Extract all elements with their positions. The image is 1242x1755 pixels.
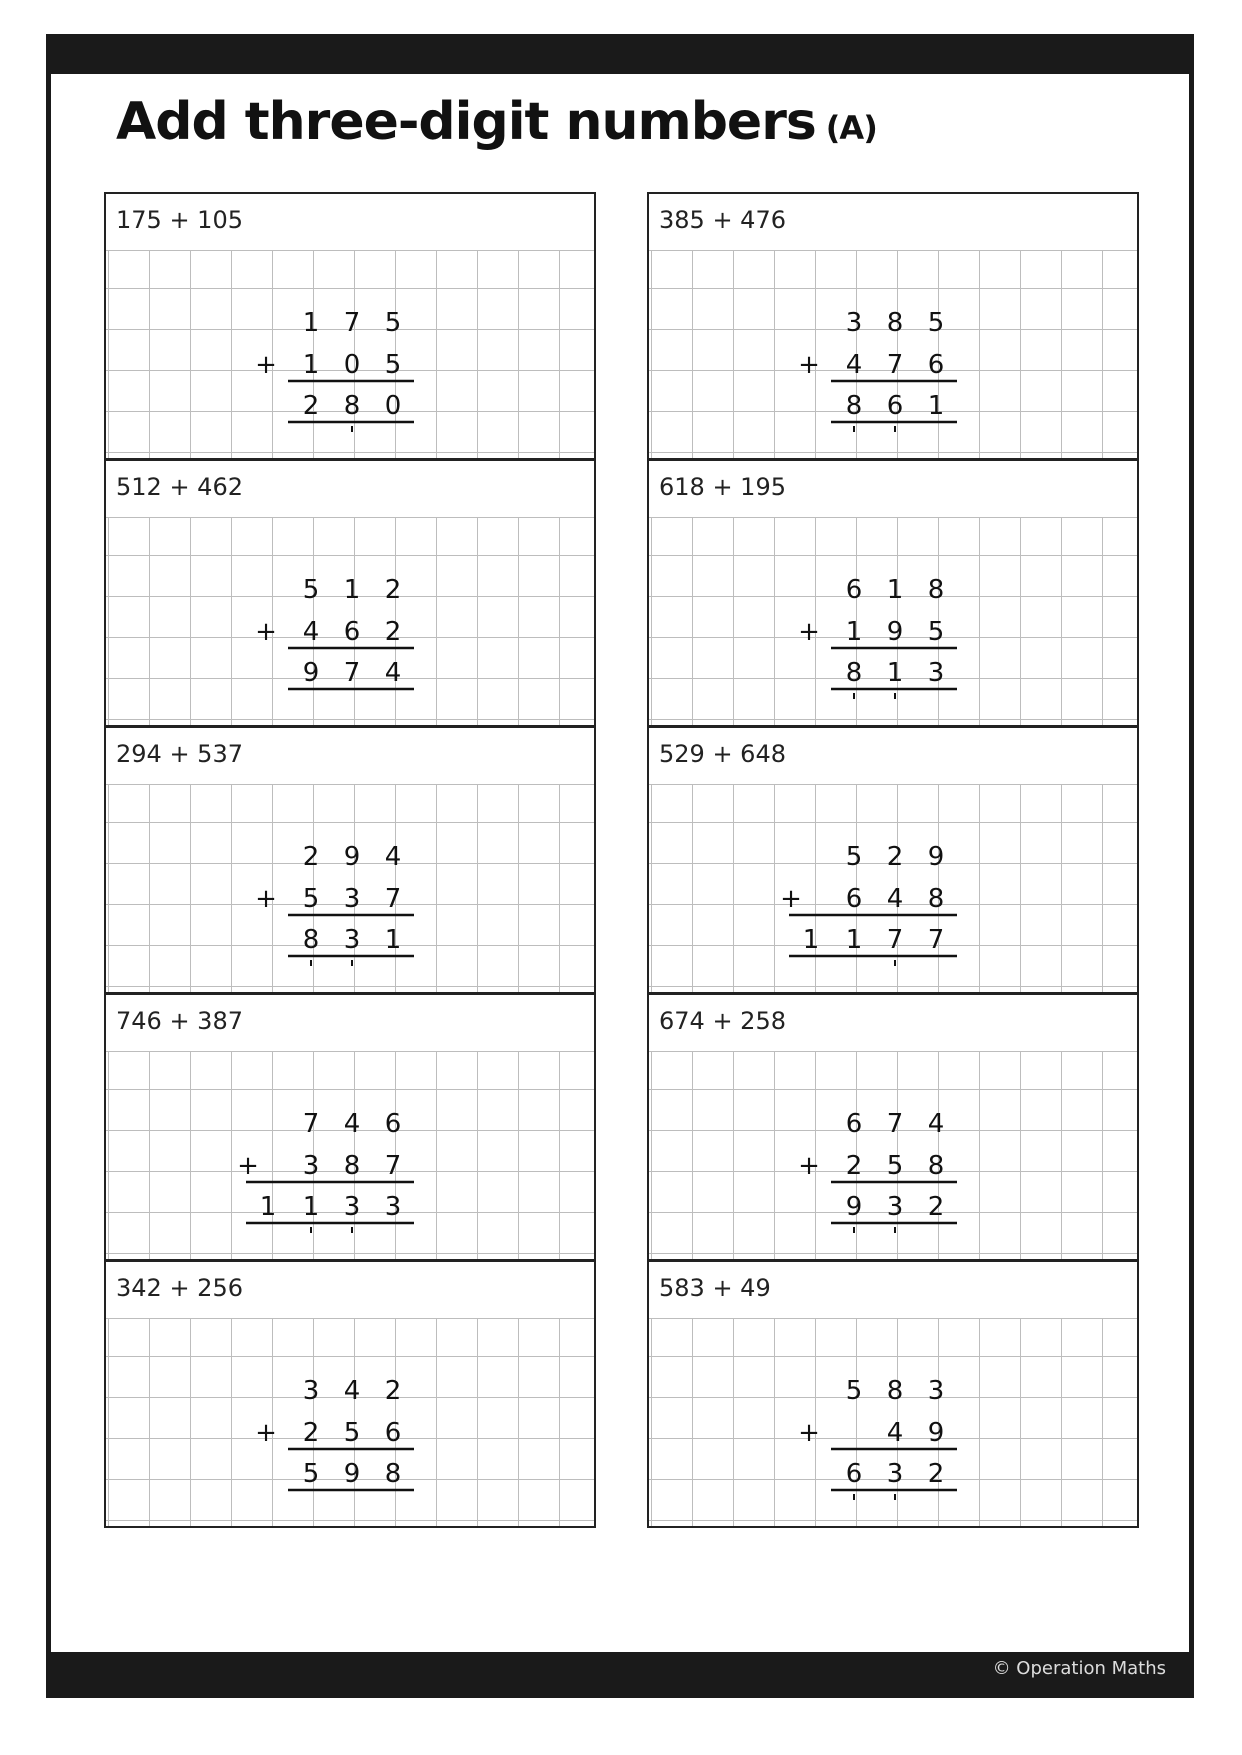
- column-working: [106, 728, 594, 992]
- problem-panel: [104, 1260, 596, 1528]
- plus-sign: +: [237, 1151, 259, 1181]
- bottom-addend-digit: 6: [343, 617, 361, 647]
- bottom-addend-digit: 2: [302, 1418, 320, 1448]
- bottom-addend-digit: 6: [384, 1418, 402, 1448]
- answer-digit: 1: [886, 658, 904, 688]
- top-border-band: [46, 34, 1194, 74]
- bottom-addend-digit: 4: [302, 617, 320, 647]
- bottom-addend-digit: 3: [343, 884, 361, 914]
- bottom-addend-digit: 2: [845, 1151, 863, 1181]
- problem-panel: [647, 993, 1139, 1261]
- problem-question: 385 + 476: [659, 206, 786, 234]
- bottom-addend-digit: 4: [845, 350, 863, 380]
- bottom-addend-digit: 5: [384, 350, 402, 380]
- answer-digit: 5: [302, 1459, 320, 1489]
- bottom-addend-digit: 7: [384, 1151, 402, 1181]
- answer-digit: 9: [845, 1192, 863, 1222]
- column-working: [649, 194, 1137, 458]
- answer-digit: 9: [302, 658, 320, 688]
- top-addend-digit: 8: [886, 1376, 904, 1406]
- answer-digit: 6: [886, 391, 904, 421]
- answer-digit: 3: [384, 1192, 402, 1222]
- top-addend-digit: 9: [343, 842, 361, 872]
- top-addend-digit: 8: [886, 308, 904, 338]
- top-addend-digit: 6: [384, 1109, 402, 1139]
- bottom-addend-digit: 5: [343, 1418, 361, 1448]
- answer-digit: 7: [927, 925, 945, 955]
- bottom-addend-digit: 6: [927, 350, 945, 380]
- plus-sign: +: [798, 1151, 820, 1181]
- bottom-addend-digit: 7: [886, 350, 904, 380]
- top-addend-digit: 4: [343, 1109, 361, 1139]
- problem-panel: [647, 459, 1139, 727]
- answer-digit: 8: [845, 391, 863, 421]
- answer-digit: 8: [384, 1459, 402, 1489]
- bottom-addend-digit: 9: [886, 617, 904, 647]
- problem-panel: [104, 993, 596, 1261]
- bottom-addend-digit: 5: [886, 1151, 904, 1181]
- problem-panel: [104, 459, 596, 727]
- bottom-addend-digit: 4: [886, 1418, 904, 1448]
- title-text: Add three-digit numbers: [116, 92, 816, 152]
- top-addend-digit: 4: [384, 842, 402, 872]
- top-addend-digit: 3: [927, 1376, 945, 1406]
- column-working: [106, 194, 594, 458]
- answer-digit: 1: [384, 925, 402, 955]
- bottom-addend-digit: 7: [384, 884, 402, 914]
- answer-digit: 1: [845, 925, 863, 955]
- problem-panel: [104, 192, 596, 460]
- bottom-addend-digit: 8: [927, 1151, 945, 1181]
- answer-digit: 2: [927, 1459, 945, 1489]
- bottom-addend-digit: 0: [343, 350, 361, 380]
- bottom-addend-digit: 8: [927, 884, 945, 914]
- bottom-addend-digit: 9: [927, 1418, 945, 1448]
- top-addend-digit: 5: [302, 575, 320, 605]
- answer-digit: 7: [886, 925, 904, 955]
- answer-digit: 8: [343, 391, 361, 421]
- problem-question: 674 + 258: [659, 1007, 786, 1035]
- column-working: [649, 728, 1137, 992]
- top-addend-digit: 5: [384, 308, 402, 338]
- top-addend-digit: 2: [886, 842, 904, 872]
- plus-sign: +: [798, 617, 820, 647]
- top-addend-digit: 2: [302, 842, 320, 872]
- plus-sign: +: [255, 1418, 277, 1448]
- top-addend-digit: 6: [845, 1109, 863, 1139]
- plus-sign: +: [255, 350, 277, 380]
- answer-digit: 3: [886, 1192, 904, 1222]
- problem-question: 342 + 256: [116, 1274, 243, 1302]
- top-addend-digit: 7: [886, 1109, 904, 1139]
- plus-sign: +: [255, 884, 277, 914]
- answer-digit: 1: [259, 1192, 277, 1222]
- answer-digit: 9: [343, 1459, 361, 1489]
- column-working: [649, 461, 1137, 725]
- top-addend-digit: 1: [886, 575, 904, 605]
- answer-digit: 6: [845, 1459, 863, 1489]
- answer-digit: 8: [302, 925, 320, 955]
- top-addend-digit: 5: [845, 1376, 863, 1406]
- top-addend-digit: 5: [927, 308, 945, 338]
- bottom-addend-digit: 1: [302, 350, 320, 380]
- problem-panel: [104, 726, 596, 994]
- top-addend-digit: 8: [927, 575, 945, 605]
- problem-question: 583 + 49: [659, 1274, 771, 1302]
- answer-digit: 2: [302, 391, 320, 421]
- bottom-addend-digit: 6: [845, 884, 863, 914]
- top-addend-digit: 5: [845, 842, 863, 872]
- answer-digit: 3: [343, 1192, 361, 1222]
- column-working: [106, 1262, 594, 1526]
- bottom-addend-digit: 8: [343, 1151, 361, 1181]
- column-working: [649, 1262, 1137, 1526]
- column-working: [106, 995, 594, 1259]
- title-suffix: (A): [825, 109, 877, 147]
- answer-digit: 4: [384, 658, 402, 688]
- bottom-addend-digit: 4: [886, 884, 904, 914]
- problem-question: 529 + 648: [659, 740, 786, 768]
- answer-digit: 7: [343, 658, 361, 688]
- top-addend-digit: 7: [343, 308, 361, 338]
- top-addend-digit: 3: [845, 308, 863, 338]
- bottom-addend-digit: 3: [302, 1151, 320, 1181]
- problem-question: 618 + 195: [659, 473, 786, 501]
- problem-question: 294 + 537: [116, 740, 243, 768]
- plus-sign: +: [798, 350, 820, 380]
- answer-digit: 3: [927, 658, 945, 688]
- problem-panel: [647, 192, 1139, 460]
- worksheet-title: [116, 92, 877, 152]
- answer-digit: 0: [384, 391, 402, 421]
- answer-digit: 3: [886, 1459, 904, 1489]
- bottom-addend-digit: 1: [845, 617, 863, 647]
- answer-digit: 8: [845, 658, 863, 688]
- answer-digit: 3: [343, 925, 361, 955]
- column-working: [106, 461, 594, 725]
- answer-digit: 2: [927, 1192, 945, 1222]
- answer-digit: 1: [802, 925, 820, 955]
- top-addend-digit: 4: [343, 1376, 361, 1406]
- bottom-addend-digit: 5: [927, 617, 945, 647]
- top-addend-digit: 6: [845, 575, 863, 605]
- plus-sign: +: [255, 617, 277, 647]
- top-addend-digit: 2: [384, 575, 402, 605]
- top-addend-digit: 1: [302, 308, 320, 338]
- problem-question: 746 + 387: [116, 1007, 243, 1035]
- plus-sign: +: [780, 884, 802, 914]
- problem-question: 175 + 105: [116, 206, 243, 234]
- answer-digit: 1: [302, 1192, 320, 1222]
- problem-panel: [647, 1260, 1139, 1528]
- answer-digit: 1: [927, 391, 945, 421]
- top-addend-digit: 9: [927, 842, 945, 872]
- bottom-addend-digit: 2: [384, 617, 402, 647]
- problem-question: 512 + 462: [116, 473, 243, 501]
- plus-sign: +: [798, 1418, 820, 1448]
- top-addend-digit: 4: [927, 1109, 945, 1139]
- bottom-addend-digit: 5: [302, 884, 320, 914]
- problem-panel: [647, 726, 1139, 994]
- top-addend-digit: 1: [343, 575, 361, 605]
- copyright-footer: © Operation Maths: [992, 1658, 1166, 1679]
- top-addend-digit: 3: [302, 1376, 320, 1406]
- column-working: [649, 995, 1137, 1259]
- top-addend-digit: 7: [302, 1109, 320, 1139]
- top-addend-digit: 2: [384, 1376, 402, 1406]
